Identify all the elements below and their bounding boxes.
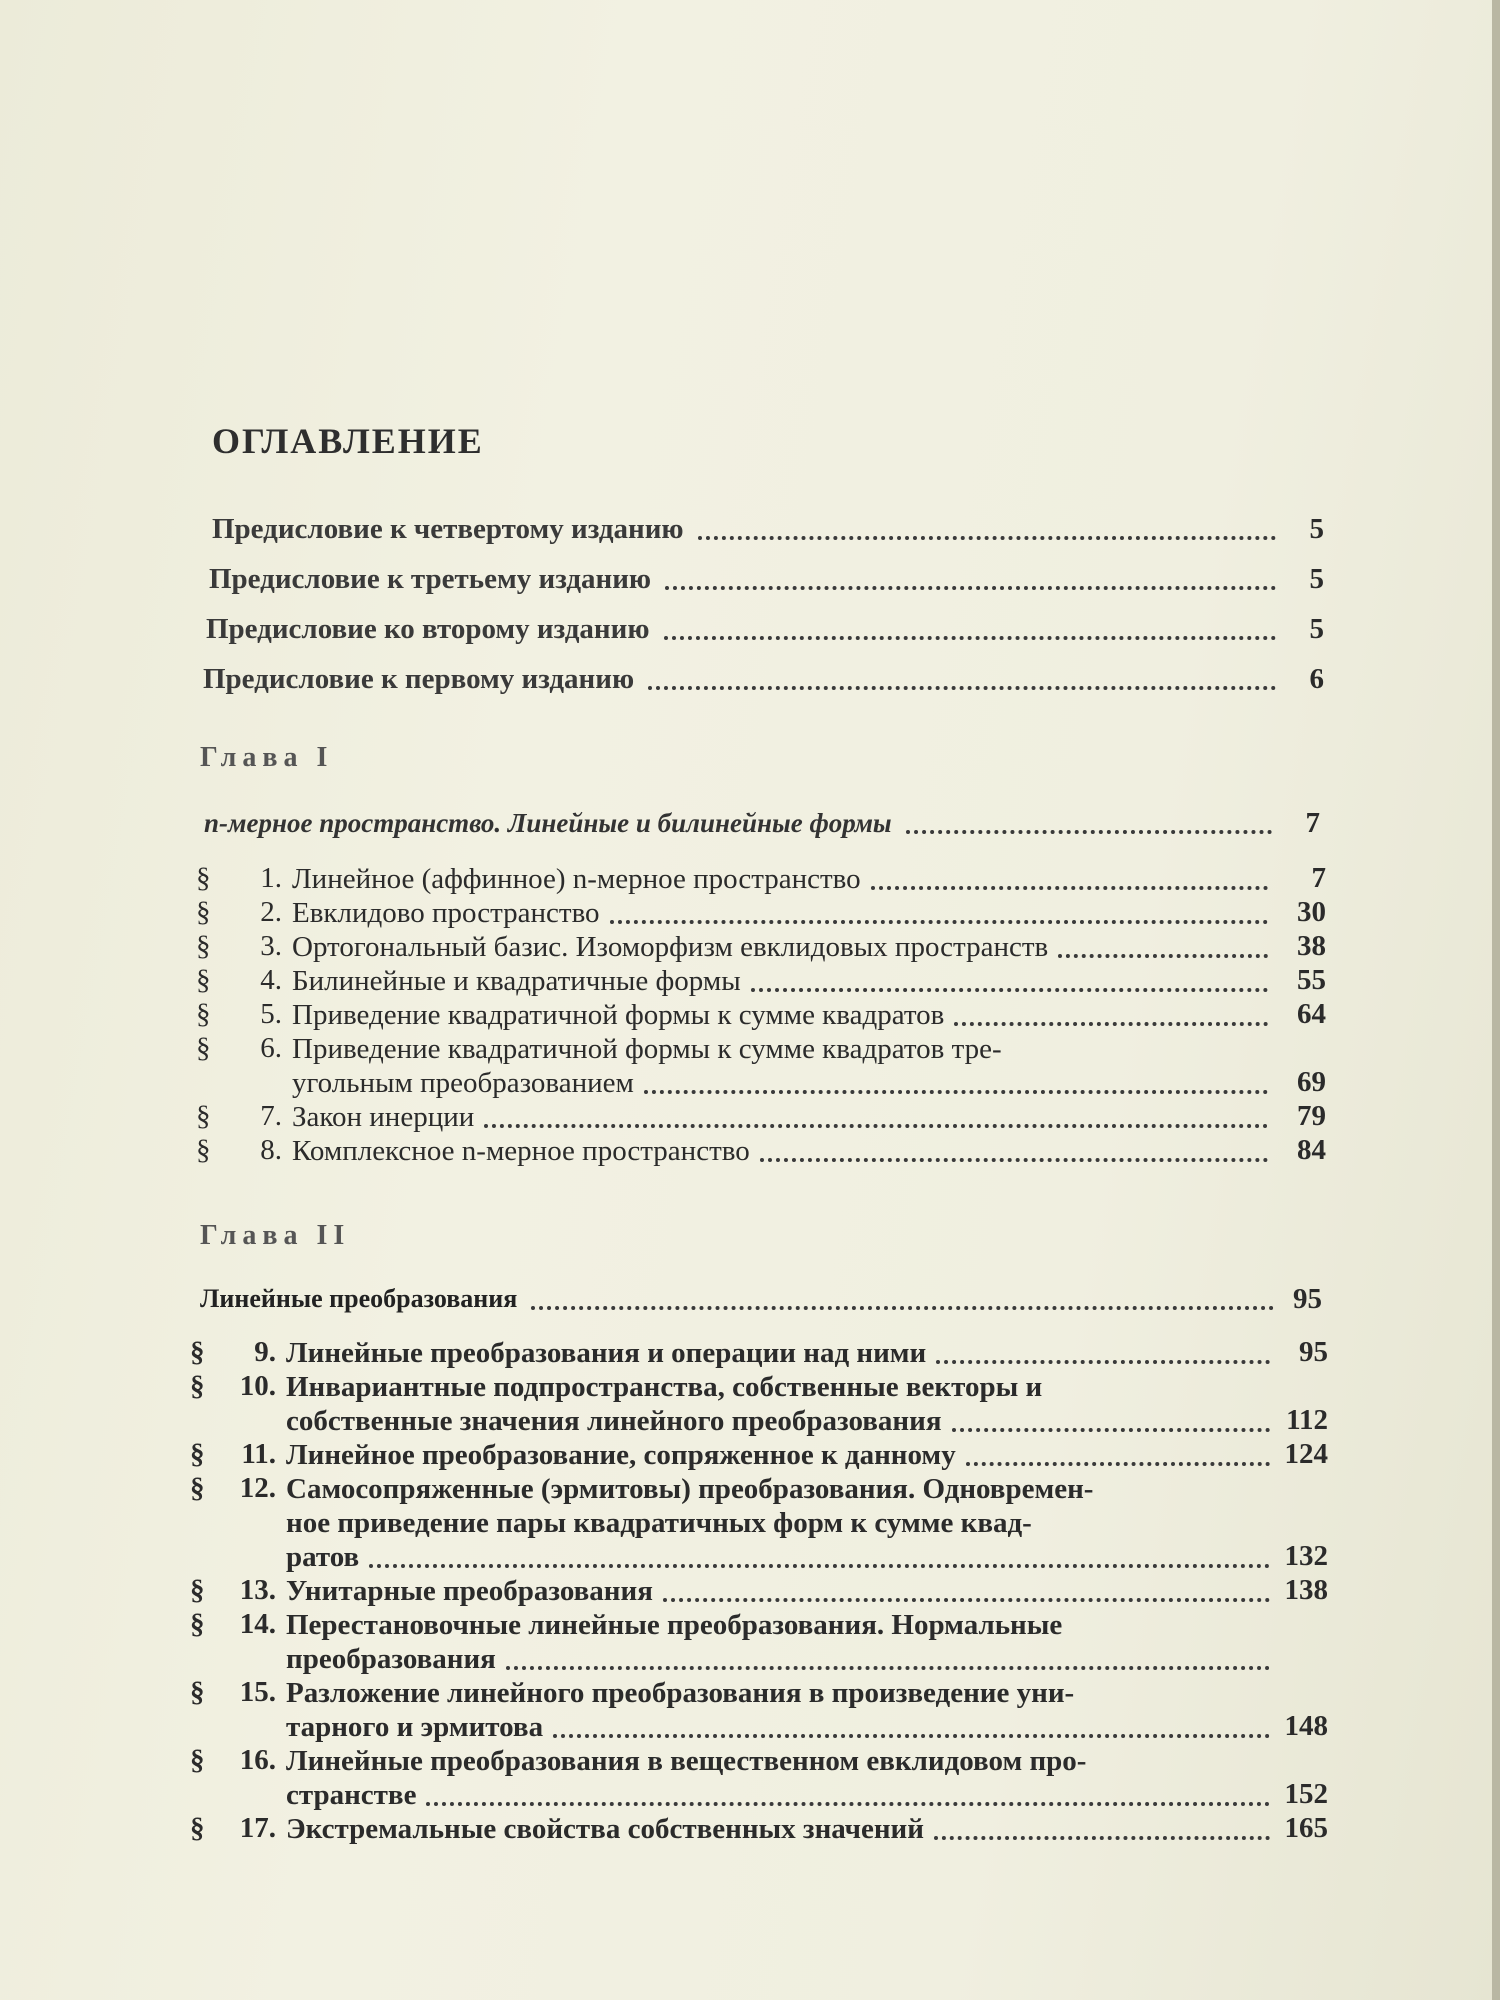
section-page: 30 bbox=[1297, 896, 1326, 928]
leader-dots bbox=[760, 1158, 1268, 1162]
section-sign: § bbox=[190, 1608, 205, 1640]
section-number: 5. bbox=[260, 998, 282, 1030]
leader-dots bbox=[369, 1564, 1270, 1568]
leader-dots bbox=[506, 1666, 1270, 1670]
section-title bbox=[292, 930, 1272, 964]
section-title-text: Самосопряженные (эрмитовы) преобразования. Одновремен- bbox=[286, 1473, 1094, 1505]
section-title bbox=[286, 1676, 1274, 1744]
leader-dots bbox=[966, 1462, 1270, 1466]
section-title-text: Комплексное n-мерное пространство bbox=[292, 1135, 750, 1167]
section-page: 84 bbox=[1297, 1134, 1326, 1166]
section-title-line bbox=[286, 1710, 1274, 1744]
section-title-line bbox=[292, 1134, 1272, 1168]
preface-label: Предисловие к первому изданию bbox=[203, 663, 635, 695]
section-title-text: Приведение квадратичной формы к сумме квадратов тре- bbox=[292, 1033, 1002, 1065]
section-entry bbox=[190, 1574, 1328, 1608]
leader-dots bbox=[663, 1598, 1270, 1602]
section-title-text: Унитарные преобразования bbox=[286, 1575, 653, 1607]
section-title-line bbox=[286, 1540, 1274, 1574]
section-title-line bbox=[292, 998, 1272, 1032]
section-title bbox=[286, 1574, 1274, 1608]
section-title-line bbox=[286, 1370, 1274, 1404]
section-title-line bbox=[292, 964, 1272, 998]
section-title-text: Инвариантные подпространства, собственные векторы и bbox=[286, 1371, 1043, 1403]
preface-page: 5 bbox=[1309, 563, 1324, 595]
section-title-line bbox=[292, 1066, 1272, 1100]
section-sign: § bbox=[196, 1100, 211, 1132]
chapter-1-title-row bbox=[204, 806, 1320, 840]
section-number: 17. bbox=[239, 1812, 276, 1844]
section-title bbox=[292, 862, 1272, 896]
section-number: 16. bbox=[239, 1744, 276, 1776]
chapter-2-title-row bbox=[200, 1282, 1322, 1316]
chapter-1-heading: Глава I bbox=[200, 742, 334, 773]
section-entry bbox=[196, 930, 1326, 964]
section-entry bbox=[196, 964, 1326, 998]
section-entry bbox=[196, 1100, 1326, 1134]
section-title bbox=[292, 1032, 1272, 1100]
section-page: 138 bbox=[1284, 1574, 1328, 1606]
section-title-text: Линейные преобразования и операции над ними bbox=[286, 1337, 927, 1369]
section-sign: § bbox=[190, 1336, 205, 1368]
leader-dots bbox=[665, 586, 1276, 590]
section-title-line bbox=[292, 862, 1272, 896]
section-sign: § bbox=[196, 1134, 211, 1166]
section-entry bbox=[190, 1812, 1328, 1846]
section-entry bbox=[190, 1676, 1328, 1744]
section-number: 2. bbox=[260, 896, 282, 928]
leader-dots bbox=[934, 1836, 1270, 1840]
section-number: 1. bbox=[260, 862, 282, 894]
section-page: 7 bbox=[1311, 862, 1326, 894]
section-number: 3. bbox=[260, 930, 282, 962]
section-title-text: преобразования bbox=[286, 1643, 496, 1675]
section-sign: § bbox=[196, 964, 211, 996]
section-title-line bbox=[286, 1574, 1274, 1608]
section-entry bbox=[196, 896, 1326, 930]
section-number: 7. bbox=[260, 1100, 282, 1132]
section-title-text: Экстремальные свойства собственных значений bbox=[286, 1813, 924, 1845]
preface-label: Предисловие к четвертому изданию bbox=[212, 513, 684, 545]
section-number: 11. bbox=[241, 1438, 276, 1470]
leader-dots bbox=[871, 886, 1268, 890]
section-title-line bbox=[286, 1744, 1274, 1778]
section-sign: § bbox=[196, 930, 211, 962]
leader-dots bbox=[952, 1428, 1270, 1432]
leader-dots bbox=[698, 536, 1276, 540]
section-title-text: Ортогональный базис. Изоморфизм евклидовых пространств bbox=[292, 931, 1049, 963]
section-page: 69 bbox=[1297, 1066, 1326, 1098]
section-title-line bbox=[286, 1438, 1274, 1472]
section-title bbox=[292, 964, 1272, 998]
section-number: 8. bbox=[260, 1134, 282, 1166]
leader-dots bbox=[906, 830, 1272, 834]
section-entry bbox=[196, 1134, 1326, 1168]
chapter-2-page: 95 bbox=[1293, 1283, 1322, 1315]
section-entry bbox=[190, 1608, 1328, 1676]
section-title-line bbox=[292, 896, 1272, 930]
section-sign: § bbox=[190, 1438, 205, 1470]
section-title bbox=[286, 1744, 1274, 1812]
section-title-line bbox=[286, 1676, 1274, 1710]
section-page: 165 bbox=[1284, 1812, 1328, 1844]
section-number: 10. bbox=[239, 1370, 276, 1402]
section-title bbox=[292, 896, 1272, 930]
preface-row bbox=[206, 612, 1324, 646]
section-page: 148 bbox=[1284, 1710, 1328, 1742]
section-page: 95 bbox=[1299, 1336, 1328, 1368]
section-title bbox=[286, 1438, 1274, 1472]
section-title-text: Закон инерции bbox=[292, 1101, 475, 1133]
section-sign: § bbox=[190, 1370, 205, 1402]
section-number: 13. bbox=[239, 1574, 276, 1606]
leader-dots bbox=[954, 1022, 1268, 1026]
section-title bbox=[286, 1336, 1274, 1370]
leader-dots bbox=[610, 920, 1268, 924]
section-title bbox=[286, 1370, 1274, 1438]
leader-dots bbox=[751, 988, 1268, 992]
section-page: 55 bbox=[1297, 964, 1326, 996]
section-title bbox=[292, 998, 1272, 1032]
section-title bbox=[292, 1100, 1272, 1134]
section-title-line bbox=[286, 1608, 1274, 1642]
preface-page: 5 bbox=[1309, 513, 1324, 545]
section-title-line bbox=[286, 1642, 1274, 1676]
section-entry bbox=[196, 998, 1326, 1032]
leader-dots bbox=[426, 1802, 1270, 1806]
section-sign: § bbox=[190, 1812, 205, 1844]
section-title-text: Перестановочные линейные преобразования. Нормальные bbox=[286, 1609, 1063, 1641]
section-sign: § bbox=[196, 896, 211, 928]
section-title-line bbox=[286, 1506, 1274, 1540]
leader-dots bbox=[484, 1124, 1268, 1128]
leader-dots bbox=[648, 686, 1276, 690]
leader-dots bbox=[1058, 954, 1268, 958]
section-title-text: Евклидово пространство bbox=[292, 897, 600, 929]
section-entry bbox=[190, 1472, 1328, 1574]
section-title-text: Разложение линейного преобразования в произведение уни- bbox=[286, 1677, 1075, 1709]
section-number: 14. bbox=[239, 1608, 276, 1640]
section-sign: § bbox=[190, 1676, 205, 1708]
section-sign: § bbox=[196, 998, 211, 1030]
preface-row bbox=[203, 662, 1324, 696]
section-page: 112 bbox=[1286, 1404, 1328, 1436]
preface-label: Предисловие ко второму изданию bbox=[206, 613, 650, 645]
section-sign: § bbox=[196, 862, 211, 894]
section-title-text: Линейные преобразования в вещественном евклидовом про- bbox=[286, 1745, 1087, 1777]
section-page: 124 bbox=[1284, 1438, 1328, 1470]
section-number: 9. bbox=[254, 1336, 276, 1368]
section-title-text: Линейное (аффинное) n-мерное пространство bbox=[292, 863, 861, 895]
leader-dots bbox=[936, 1360, 1270, 1364]
section-sign: § bbox=[190, 1574, 205, 1606]
section-title-text: ное приведение пары квадратичных форм к сумме квад- bbox=[286, 1507, 1032, 1539]
preface-page: 6 bbox=[1309, 663, 1324, 695]
section-title-text: угольным преобразованием bbox=[292, 1067, 634, 1099]
section-page: 79 bbox=[1297, 1100, 1326, 1132]
section-title-text: Билинейные и квадратичные формы bbox=[292, 965, 741, 997]
section-page: 152 bbox=[1284, 1778, 1328, 1810]
section-page: 38 bbox=[1297, 930, 1326, 962]
section-sign: § bbox=[190, 1472, 205, 1504]
chapter-2-title: Линейные преобразования bbox=[200, 1284, 518, 1313]
section-title-line bbox=[286, 1778, 1274, 1812]
section-title bbox=[286, 1472, 1274, 1574]
section-title-text: Приведение квадратичной формы к сумме квадратов bbox=[292, 999, 945, 1031]
toc-title: ОГЛАВЛЕНИЕ bbox=[212, 421, 484, 461]
section-title-text: Линейное преобразование, сопряженное к данному bbox=[286, 1439, 956, 1471]
leader-dots bbox=[553, 1734, 1270, 1738]
section-title-text: ратов bbox=[286, 1541, 360, 1573]
section-title-text: странстве bbox=[286, 1779, 417, 1811]
section-entry bbox=[190, 1438, 1328, 1472]
section-entry bbox=[190, 1336, 1328, 1370]
preface-row bbox=[209, 562, 1324, 596]
preface-page: 5 bbox=[1309, 613, 1324, 645]
section-entry bbox=[196, 1032, 1326, 1100]
section-page: 132 bbox=[1284, 1540, 1328, 1572]
section-title-line bbox=[286, 1812, 1274, 1846]
section-number: 4. bbox=[260, 964, 282, 996]
leader-dots bbox=[531, 1306, 1274, 1310]
leader-dots bbox=[664, 636, 1276, 640]
section-title-line bbox=[292, 930, 1272, 964]
preface-row bbox=[212, 512, 1324, 546]
section-title-line bbox=[286, 1336, 1274, 1370]
chapter-1-title: n-мерное пространство. Линейные и билинейные формы bbox=[204, 808, 892, 838]
chapter-1-page: 7 bbox=[1305, 807, 1320, 839]
section-number: 15. bbox=[239, 1676, 276, 1708]
section-entry bbox=[190, 1744, 1328, 1812]
section-number: 12. bbox=[239, 1472, 276, 1504]
page-edge bbox=[1492, 0, 1500, 2000]
section-number: 6. bbox=[260, 1032, 282, 1064]
preface-label: Предисловие к третьему изданию bbox=[209, 563, 652, 595]
section-title bbox=[286, 1812, 1274, 1846]
section-page: 64 bbox=[1297, 998, 1326, 1030]
section-title-line bbox=[286, 1472, 1274, 1506]
section-title-line bbox=[292, 1100, 1272, 1134]
section-title bbox=[292, 1134, 1272, 1168]
section-entry bbox=[190, 1370, 1328, 1438]
section-entry bbox=[196, 862, 1326, 896]
leader-dots bbox=[644, 1090, 1268, 1094]
section-title-text: собственные значения линейного преобразования bbox=[286, 1405, 942, 1437]
section-title-text: тарного и эрмитова bbox=[286, 1711, 544, 1743]
section-sign: § bbox=[196, 1032, 211, 1064]
section-title-line bbox=[286, 1404, 1274, 1438]
section-title bbox=[286, 1608, 1274, 1676]
section-title-line bbox=[292, 1032, 1272, 1066]
chapter-2-heading: Глава II bbox=[200, 1220, 351, 1251]
section-sign: § bbox=[190, 1744, 205, 1776]
